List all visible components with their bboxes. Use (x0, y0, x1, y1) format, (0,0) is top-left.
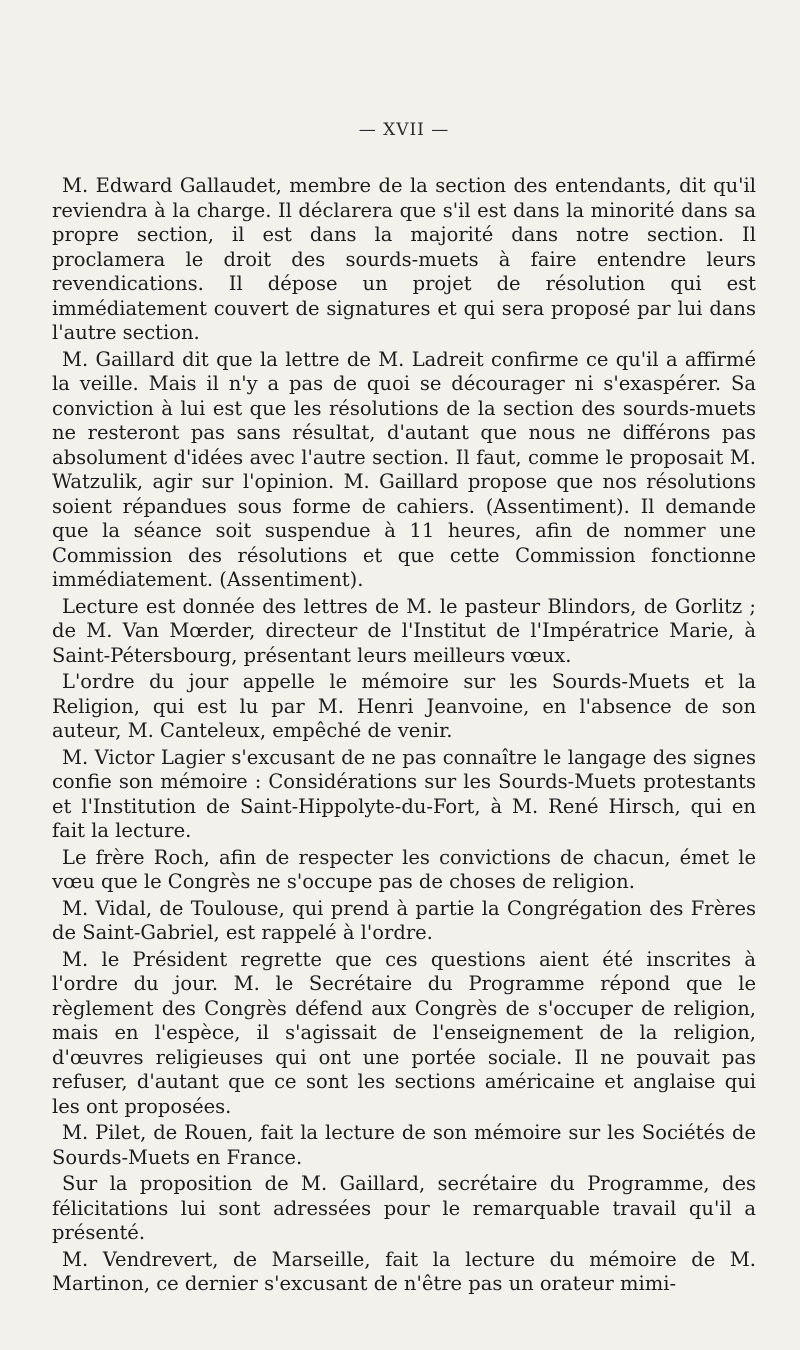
page-number-header: — XVII — (358, 120, 450, 140)
paragraph-vendrevert: M. Vendrevert, de Marseille, fait la lecture du mémoire de M. Martinon, ce dernier s'excusant de n'être pas un orateur mimi- (52, 1247, 756, 1295)
paragraph-gallaudet: M. Edward Gallaudet, membre de la section des entendants, dit qu'il reviendra à la charge. Il déclarera que s'il est dans la minorité dans sa propre section, il est dans la majorité dans notre section. Il proclamera le droit des sourds-muets à faire entendre leurs revendications. Il dépose un projet de résolution qui est immédiatement couvert de signatures et qui sera proposé par lui dans l'autre section. (52, 174, 756, 344)
paragraph-letters: Lecture est donnée des lettres de M. le pasteur Blindors, de Gorlitz ; de M. Van Mœrder, directeur de l'Institut de l'Impératrice Marie, à Saint-Pétersbourg, présentant leurs meilleurs vœux. (52, 594, 756, 667)
paragraph-pilet: M. Pilet, de Rouen, fait la lecture de son mémoire sur les Sociétés de Sourds-Muets en France. (52, 1121, 756, 1169)
paragraph-ordre-du-jour: L'ordre du jour appelle le mémoire sur les Sourds-Muets et la Religion, qui est lu par M. Henri Jeanvoine, en l'absence de son auteur, M. Canteleux, empêché de venir. (52, 670, 756, 742)
paragraph-vidal: M. Vidal, de Toulouse, qui prend à partie la Congrégation des Frères de Saint-Gabriel, est rappelé à l'ordre. (52, 896, 756, 944)
paragraph-gaillard: M. Gaillard dit que la lettre de M. Ladreit confirme ce qu'il a affirmé la veille. Mais il n'y a pas de quoi se décourager ni s'exaspérer. Sa conviction à lui est que les résolutions de la section des sourds-muets ne resteront pas sans résultat, d'autant que nous ne différons pas absolument d'idées avec l'autre section. Il faut, comme le proposait M. Watzulik, agir sur l'opinion. M. Gaillard propose que nos résolutions soient répandues sous forme de cahiers. (Assentiment). Il demande que la séance soit suspendue à 11 heures, afin de nommer une Commission des résolutions et que cette Commission fonctionne immédiatement. (Assentiment). (52, 347, 756, 591)
paragraph-lagier: M. Victor Lagier s'excusant de ne pas connaître le langage des signes confie son mémoire : Considérations sur les Sourds-Muets protestants et l'Institution de Saint-Hippolyte-du-Fort, à M. René Hirsch, qui en fait la lecture. (52, 745, 756, 842)
paragraph-president: M. le Président regrette que ces questions aient été inscrites à l'ordre du jour. M. le Secrétaire du Programme répond que le règlement des Congrès défend aux Congrès de s'occuper de religion, mais en l'espèce, il s'agissait de l'enseignement de la religion, d'œuvres religieuses qui ont une portée sociale. Il ne pouvait pas refuser, d'autant que ce sont les sections américaine et anglaise qui les ont proposées. (52, 947, 756, 1118)
paragraph-frere-roch: Le frère Roch, afin de respecter les convictions de chacun, émet le vœu que le Congrès ne s'occupe pas de choses de religion. (52, 845, 756, 893)
paragraph-felicitations: Sur la proposition de M. Gaillard, secrétaire du Programme, des félicitations lui sont adressées pour le remarquable travail qu'il a présenté. (52, 1172, 756, 1244)
